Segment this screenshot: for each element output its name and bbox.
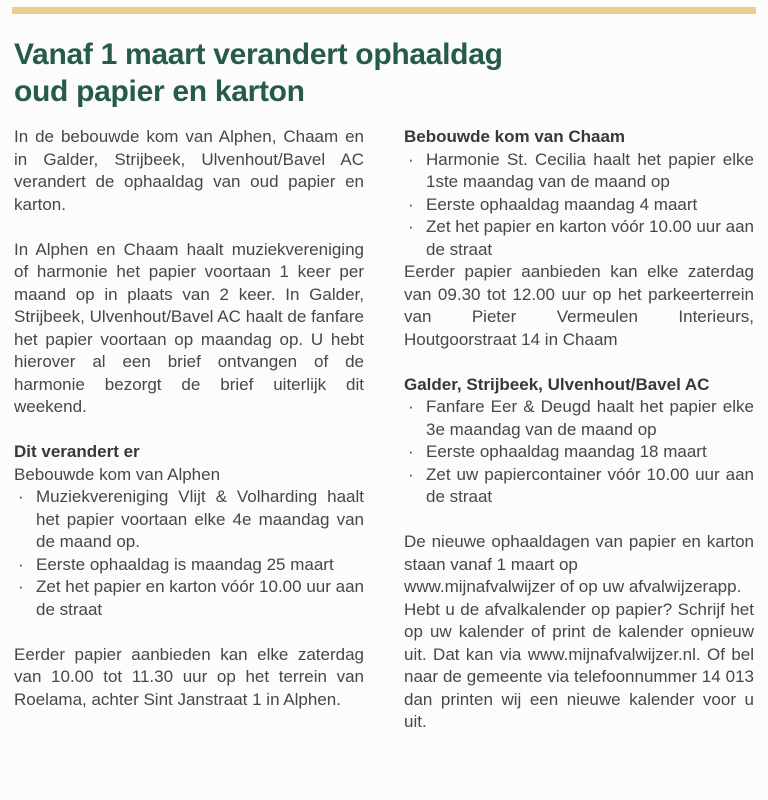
bullet-marker: · [408, 464, 414, 484]
bullet-marker: · [18, 487, 24, 506]
accent-bar [12, 7, 756, 14]
new-days-line2: www.mijnafvalwijzer of op uw afvalwijzerapp. [404, 577, 742, 596]
right-column [404, 126, 754, 734]
page-title-line2: oud papier en karton [14, 75, 305, 108]
list-item [14, 554, 364, 577]
calendar-paragraph: Hebt u de afvalkalender op papier? Schrijf het op uw kalender of print de kalender opnieuw uit. Dat kan via www.mijnafvalwijzer.nl. Of bel naar de gemeente via telefoonnummer 14 013 dan printen wij een nieuwe kalender voor u uit. [404, 599, 754, 731]
bullet-text: Eerste ophaaldag maandag 18 maart [426, 442, 707, 461]
bullet-marker: · [408, 194, 414, 214]
list-item [14, 576, 364, 621]
section-title-dit-verandert: Dit verandert er [14, 442, 140, 461]
list-item [404, 464, 754, 509]
article-columns [14, 126, 754, 734]
list-item [404, 441, 754, 464]
bullet-text: Eerste ophaaldag is maandag 25 maart [36, 554, 334, 574]
bullet-text: Harmonie St. Cecilia haalt het papier elke 1ste maandag van de maand op [426, 149, 754, 191]
list-item [404, 194, 754, 217]
list-item [14, 486, 364, 554]
list-item [404, 149, 754, 194]
bullet-marker: · [408, 149, 414, 169]
bullet-marker: · [18, 577, 24, 596]
alphen-bullet-list [14, 486, 364, 621]
bullet-marker: · [408, 217, 414, 236]
alphen-heading: Bebouwde kom van Alphen [14, 464, 221, 484]
new-days-line1: De nieuwe ophaaldagen van papier en karton staan vanaf 1 maart op [404, 532, 754, 574]
bullet-text: Zet het papier en karton vóór 10.00 uur aan de straat [426, 217, 754, 259]
bullet-marker: · [18, 554, 24, 574]
chaam-extra-paragraph: Eerder papier aanbieden kan elke zaterdag van 09.30 tot 12.00 uur op het parkeerterrein van Pieter Vermeulen Interieurs, Houtgoorstraat 14 in Chaam [404, 262, 754, 349]
galder-bullet-list [404, 396, 754, 509]
page-title-line1: Vanaf 1 maart verandert ophaaldag [14, 38, 503, 71]
new-days-paragraph [404, 531, 754, 599]
intro-paragraph: In de bebouwde kom van Alphen, Chaam en in Galder, Strijbeek, Ulvenhout/Bavel AC verandert de ophaaldag van oud papier en karton. [14, 127, 364, 214]
bullet-text: Fanfare Eer & Deugd haalt het papier elke 3e maandag van de maand op [426, 397, 754, 439]
list-item [404, 396, 754, 441]
bullet-marker: · [408, 397, 414, 416]
bullet-text: Zet uw papiercontainer vóór 10.00 uur aan de straat [426, 464, 754, 506]
page-title [14, 0, 754, 110]
bullet-text: Zet het papier en karton vóór 10.00 uur aan de straat [36, 577, 364, 619]
bullet-text: Eerste ophaaldag maandag 4 maart [426, 194, 698, 214]
chaam-bullet-list [404, 149, 754, 262]
bullet-marker: · [408, 442, 414, 461]
change-explanation-paragraph: In Alphen en Chaam haalt muziekvereniging of harmonie het papier voortaan 1 keer per maand op in plaats van 2 keer. In Galder, Strijbeek, Ulvenhout/Bavel AC haalt de fanfare het papier voortaan op maandag op. U hebt hierover al een brief ontvangen of de harmonie bezorgt de brief uiterlijk dit weekend. [14, 239, 364, 416]
chaam-heading: Bebouwde kom van Chaam [404, 127, 626, 146]
left-column [14, 126, 364, 734]
galder-heading: Galder, Strijbeek, Ulvenhout/Bavel AC [404, 374, 710, 394]
bullet-text: Muziekvereniging Vlijt & Volharding haalt het papier voortaan elke 4e maandag van de maand op. [36, 487, 364, 551]
list-item [404, 216, 754, 261]
alphen-extra-paragraph: Eerder papier aanbieden kan elke zaterdag van 10.00 tot 11.30 uur op het terrein van Roelama, achter Sint Janstraat 1 in Alphen. [14, 644, 364, 709]
